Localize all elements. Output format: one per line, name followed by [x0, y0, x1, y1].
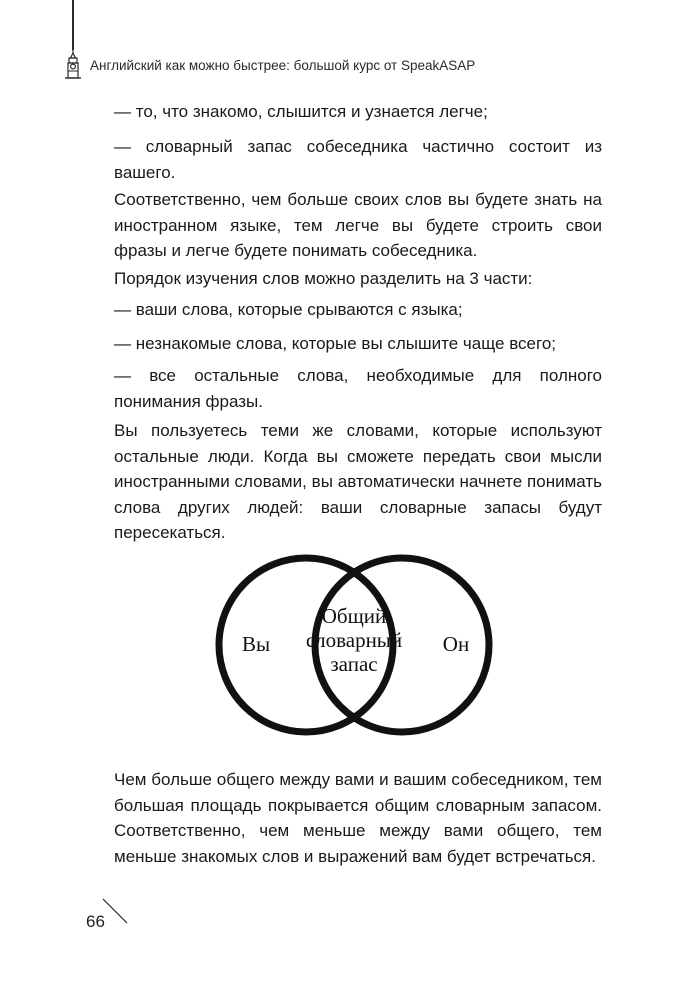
paragraph-familiar-easier: — то, что знакомо, слышится и узнается легче; — [114, 102, 488, 121]
paragraph-accordingly: Соответственно, чем больше своих слов вы будете знать на иностранном языке, тем легче вы будете строить свои фразы и легче будете понимать собеседника. — [114, 190, 602, 260]
paragraph-partner-vocabulary: — словарный запас собеседника частично состоит из вашего. — [114, 137, 602, 182]
header-rule — [72, 0, 74, 50]
venn-label-shared-line2: словарный — [305, 628, 403, 652]
venn-label-him: Он — [442, 632, 470, 656]
paragraph-unknown-words: — незнакомые слова, которые вы слышите чаще всего; — [114, 334, 557, 353]
paragraph-shared-words: Вы пользуетесь теми же словами, которые используют остальные люди. Когда вы сможете передать свои мысли иностранными словами, вы автоматически начнете понимать слова других людей: ваши словарные запасы будут пересекаться. — [114, 421, 602, 542]
venn-label-shared-line1: Общий — [321, 604, 387, 628]
paragraph-word-order: Порядок изучения слов можно разделить на 3 части: — [114, 269, 533, 288]
venn-label-shared-line3: запас — [330, 652, 378, 676]
running-header-title: Английский как можно быстрее: большой курс от SpeakASAP — [90, 58, 476, 73]
paragraph-other-words: — все остальные слова, необходимые для полного понимания фразы. — [114, 366, 602, 411]
page-number: 66 — [86, 912, 105, 931]
page-number-slash — [100, 896, 130, 926]
venn-diagram — [212, 539, 502, 751]
big-ben-tower-icon — [64, 49, 82, 79]
paragraph-your-words: — ваши слова, которые срываются с языка; — [114, 300, 463, 319]
venn-label-you: Вы — [241, 632, 271, 656]
paragraph-more-common: Чем больше общего между вами и вашим собеседником, тем большая площадь покрывается общим словарным запасом. Соответственно, чем меньше между вами общего, тем меньше знакомых слов и выражений вам будет встречаться. — [114, 770, 602, 866]
